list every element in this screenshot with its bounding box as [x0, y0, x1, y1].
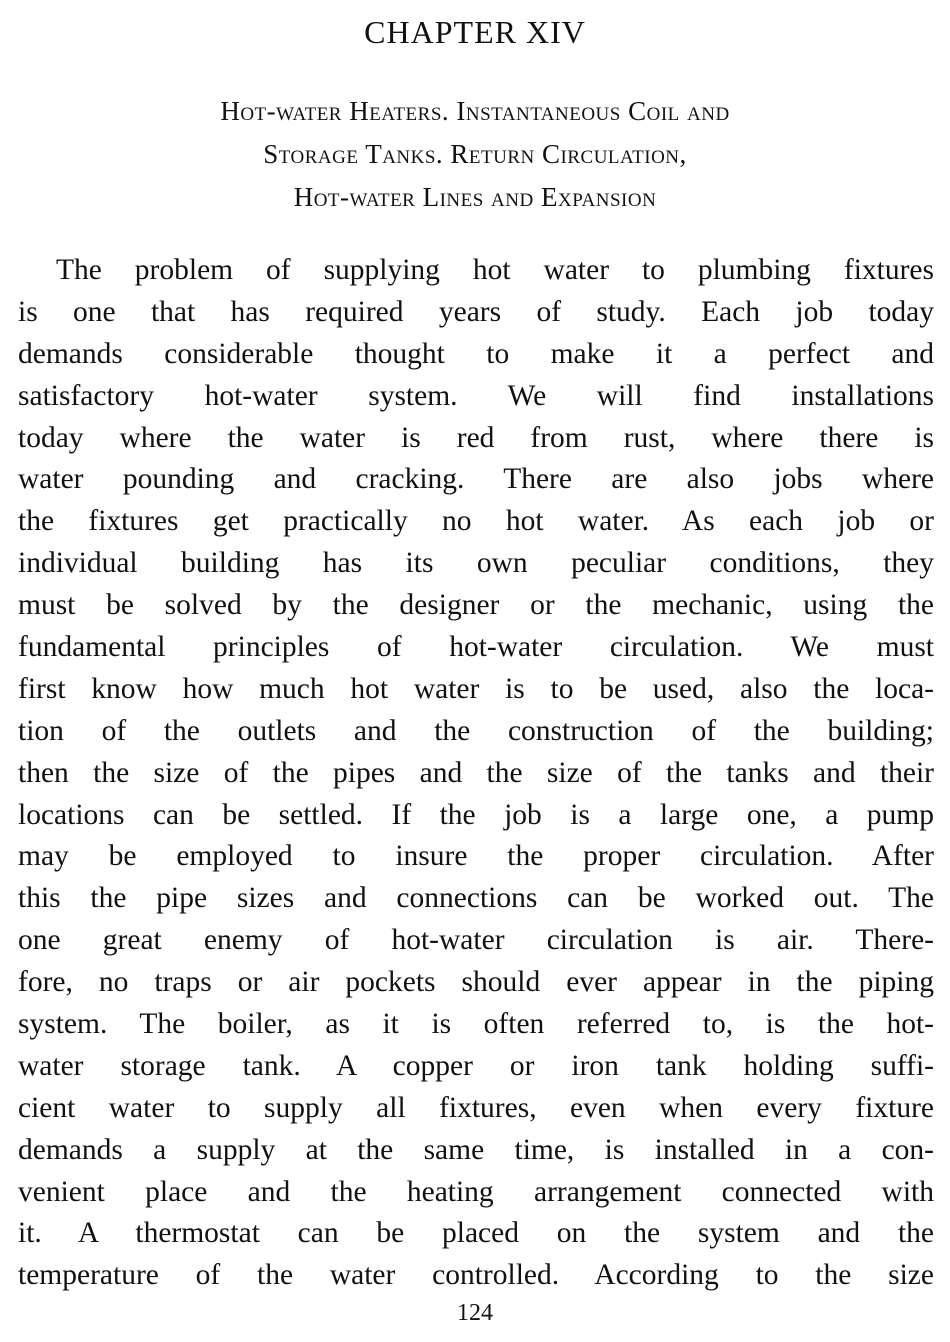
page-number: 124 — [457, 1300, 493, 1326]
chapter-subtitle — [40, 90, 910, 219]
paragraph-line: demands considerable thought to make it a perfect and — [18, 337, 934, 370]
paragraph-line: is one that has required years of study. Each job today — [18, 295, 934, 328]
paragraph-line: individual building has its own peculiar conditions, they — [18, 547, 934, 580]
subtitle-line: Storage Tanks. Return Circulation, — [263, 139, 687, 169]
paragraph-line: fundamental principles of hot-water circulation. We must — [18, 631, 934, 664]
paragraph-line: venient place and the heating arrangement connected with — [18, 1175, 934, 1208]
paragraph-line: may be employed to insure the proper circulation. After — [18, 840, 934, 873]
paragraph-line: this the pipe sizes and connections can be worked out. The — [18, 882, 934, 915]
paragraph-line: one great enemy of hot-water circulation is air. There- — [18, 924, 934, 957]
paragraph-line: then the size of the pipes and the size of the tanks and their — [18, 756, 934, 789]
paragraph-line: today where the water is red from rust, where there is — [18, 421, 934, 454]
paragraph-line: water pounding and cracking. There are also jobs where — [18, 463, 934, 496]
paragraph-line: first know how much hot water is to be used, also the loca- — [18, 672, 934, 705]
subtitle-line: Hot-water Lines and Expansion — [293, 182, 657, 212]
paragraph-line: water storage tank. A copper or iron tank holding suffi- — [18, 1049, 934, 1082]
paragraph-line: demands a supply at the same time, is installed in a con- — [18, 1133, 934, 1166]
paragraph-line: it. A thermostat can be placed on the system and the — [18, 1217, 934, 1250]
paragraph-line: The problem of supplying hot water to plumbing fixtures — [56, 254, 934, 286]
paragraph-line: the fixtures get practically no hot water. As each job or — [18, 505, 934, 538]
paragraph-line: tion of the outlets and the construction of the building; — [18, 714, 934, 747]
paragraph-line: temperature of the water controlled. According to the size — [18, 1259, 934, 1292]
paragraph-line: fore, no traps or air pockets should ever appear in the piping — [18, 966, 934, 999]
paragraph-line: cient water to supply all fixtures, even when every fixture — [18, 1091, 934, 1124]
paragraph-line: satisfactory hot-water system. We will find installations — [18, 379, 934, 412]
paragraph-line: system. The boiler, as it is often referred to, is the hot- — [18, 1008, 934, 1041]
paragraph-line: locations can be settled. If the job is a large one, a pump — [18, 798, 934, 831]
paragraph-line: must be solved by the designer or the mechanic, using the — [18, 589, 934, 622]
chapter-title: CHAPTER XIV — [364, 14, 586, 50]
body-paragraph — [18, 250, 934, 1297]
subtitle-line: Hot-water Heaters. Instantaneous Coil and — [220, 96, 730, 126]
